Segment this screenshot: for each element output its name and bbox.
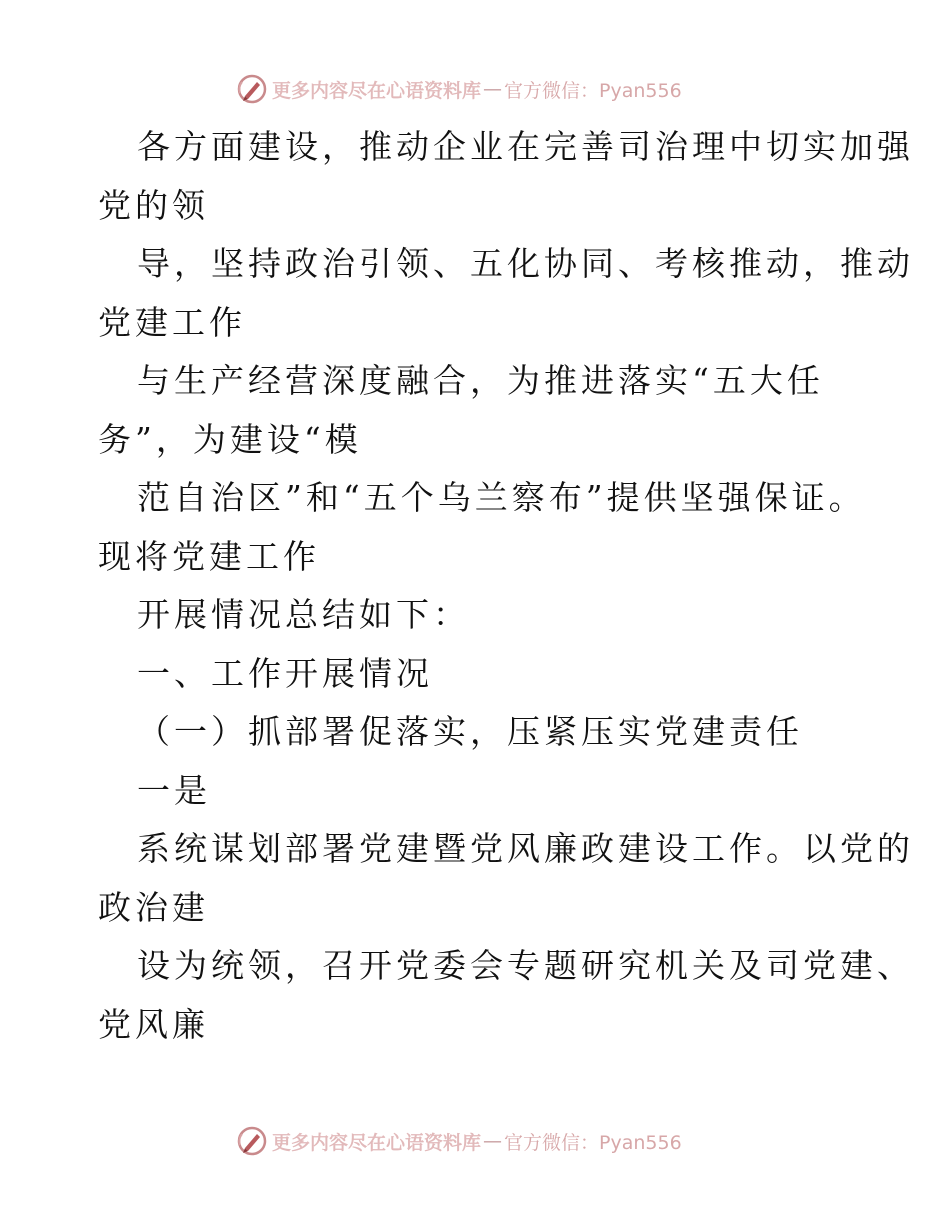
section-heading: 一、工作开展情况 xyxy=(137,653,433,693)
text-line: 范自治区”和“五个乌兰察布”提供坚强保证。 xyxy=(137,478,866,517)
text-line: 现将党建工作 xyxy=(98,536,320,576)
text-line: 导，坚持政治引领、五化协同、考核推动，推动 xyxy=(137,244,914,283)
footer-watermark xyxy=(236,1124,682,1158)
watermark-text: 更多内容尽在心语资料库 xyxy=(272,1131,482,1154)
text-line: 务”，为建设“模 xyxy=(98,419,362,459)
text-line: 政治建 xyxy=(98,887,209,927)
text-line: 党风廉 xyxy=(98,1004,209,1044)
document-body xyxy=(98,118,914,1054)
text-line: 系统谋划部署党建暨党风廉政建设工作。以党的 xyxy=(137,829,914,868)
text-line: 各方面建设，推动企业在完善司治理中切实加强 xyxy=(137,127,914,166)
watermark-text: 更多内容尽在心语资料库 xyxy=(272,79,482,102)
text-line: 开展情况总结如下： xyxy=(137,595,470,634)
text-line: 设为统领，召开党委会专题研究机关及司党建、 xyxy=(137,946,914,985)
watermark-separator: — xyxy=(483,78,503,100)
watermark-contact: 官方微信：Pyan556 xyxy=(504,79,682,102)
watermark-contact: 官方微信：Pyan556 xyxy=(504,1131,682,1154)
text-line: 一是 xyxy=(137,770,211,810)
header-watermark xyxy=(236,72,682,106)
text-line: 党的领 xyxy=(98,185,209,225)
subsection-heading: （一）抓部署促落实，压紧压实党建责任 xyxy=(137,712,803,751)
pen-logo-icon xyxy=(236,73,268,105)
text-line: 党建工作 xyxy=(98,302,246,342)
pen-logo-icon xyxy=(236,1125,268,1157)
text-line: 与生产经营深度融合，为推进落实“五大任 xyxy=(137,361,824,400)
watermark-separator: — xyxy=(483,1130,503,1152)
